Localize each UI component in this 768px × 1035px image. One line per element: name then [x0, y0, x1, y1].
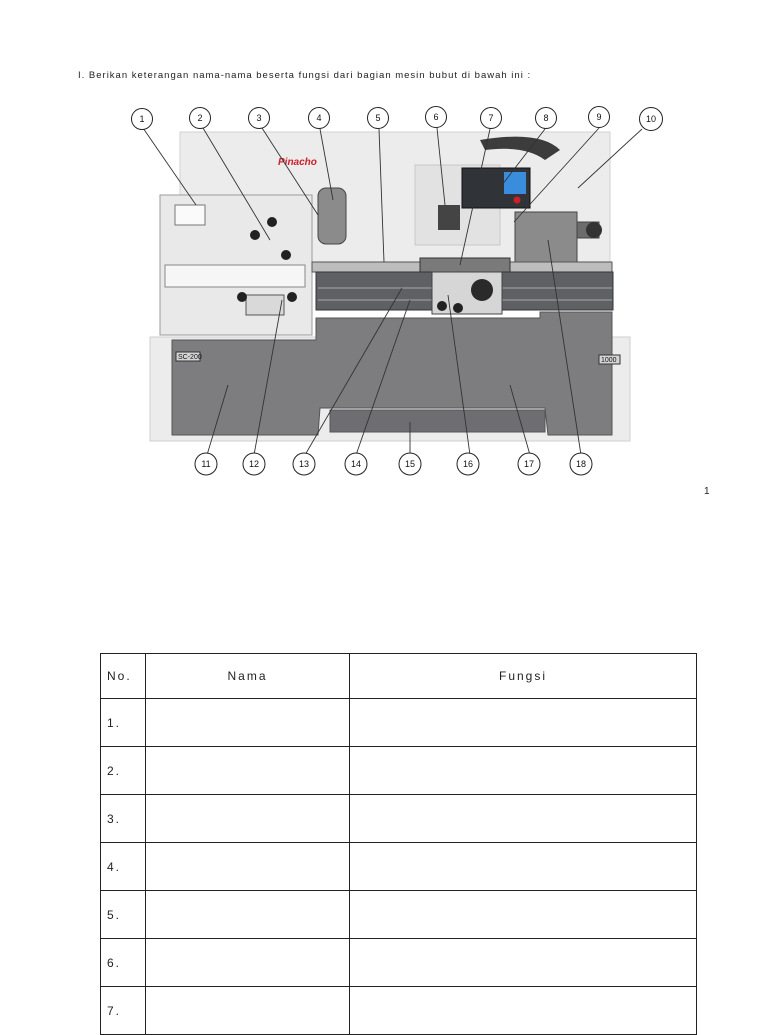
callout-18	[570, 453, 592, 475]
callout-1	[132, 109, 153, 130]
row-number: 1.	[101, 699, 146, 747]
svg-text:13: 13	[298, 459, 310, 469]
nama-cell[interactable]	[146, 939, 350, 987]
speed-lever	[267, 217, 277, 227]
svg-text:16: 16	[462, 459, 474, 469]
carriage-handwheel	[471, 279, 493, 301]
emergency-stop	[514, 197, 521, 204]
speed-lever	[250, 230, 260, 240]
table-row	[101, 795, 697, 843]
table-row	[101, 987, 697, 1035]
svg-text:12: 12	[248, 459, 260, 469]
tailstock-handwheel	[586, 222, 602, 238]
nama-cell[interactable]	[146, 699, 350, 747]
callouts-bottom	[195, 453, 592, 475]
callout-3	[249, 108, 270, 129]
svg-text:3: 3	[256, 113, 262, 123]
page-number: 1	[704, 486, 710, 497]
callout-11	[195, 453, 217, 475]
row-number: 3.	[101, 795, 146, 843]
fungsi-cell[interactable]	[350, 747, 697, 795]
callout-16	[457, 453, 479, 475]
header-nama: Nama	[146, 654, 350, 699]
row-number: 7.	[101, 987, 146, 1035]
nama-cell[interactable]	[146, 891, 350, 939]
svg-text:8: 8	[543, 113, 549, 123]
callout-4	[309, 108, 330, 129]
feed-chart	[165, 265, 305, 287]
table-row	[101, 843, 697, 891]
feed-lever	[287, 292, 297, 302]
feed-lever	[237, 292, 247, 302]
callout-14	[345, 453, 367, 475]
svg-text:5: 5	[375, 113, 381, 123]
fungsi-cell[interactable]	[350, 891, 697, 939]
svg-text:15: 15	[404, 459, 416, 469]
header-no: No.	[101, 654, 146, 699]
row-number: 4.	[101, 843, 146, 891]
row-number: 2.	[101, 747, 146, 795]
callout-9	[589, 107, 610, 128]
question-text: I. Berikan keterangan nama-nama beserta fungsi dari bagian mesin bubut di bawah ini :	[78, 70, 532, 81]
callout-8	[536, 108, 557, 129]
gear-lever-plate	[246, 295, 284, 315]
chip-tray	[330, 410, 545, 432]
fungsi-cell[interactable]	[350, 699, 697, 747]
lathe-machine-figure	[0, 0, 768, 480]
fungsi-cell[interactable]	[350, 987, 697, 1035]
svg-text:2: 2	[197, 113, 203, 123]
nama-cell[interactable]	[146, 987, 350, 1035]
svg-text:4: 4	[316, 113, 322, 123]
fungsi-cell[interactable]	[350, 939, 697, 987]
svg-text:10: 10	[645, 114, 657, 124]
fungsi-cell[interactable]	[350, 795, 697, 843]
callout-15	[399, 453, 421, 475]
svg-text:9: 9	[596, 112, 602, 122]
speed-plate	[175, 205, 205, 225]
svg-text:18: 18	[575, 459, 587, 469]
svg-text:7: 7	[488, 113, 494, 123]
table-header-row	[101, 654, 697, 699]
fungsi-cell[interactable]	[350, 843, 697, 891]
callout-7	[481, 108, 502, 129]
brand-logo: Pinacho	[278, 157, 317, 168]
table-row	[101, 699, 697, 747]
svg-text:11: 11	[201, 459, 211, 469]
header-fungsi: Fungsi	[350, 654, 697, 699]
apron-lever	[453, 303, 463, 313]
svg-text:14: 14	[350, 459, 362, 469]
dro-screen	[504, 172, 526, 194]
callout-10	[640, 108, 663, 131]
svg-text:17: 17	[523, 459, 535, 469]
tailstock	[515, 212, 577, 267]
speed-lever	[281, 250, 291, 260]
row-number: 5.	[101, 891, 146, 939]
callout-12	[243, 453, 265, 475]
callouts-top	[132, 107, 663, 131]
callout-2	[190, 108, 211, 129]
callout-13	[293, 453, 315, 475]
table-row	[101, 747, 697, 795]
callout-6	[426, 107, 447, 128]
svg-text:1: 1	[139, 114, 145, 124]
cross-slide	[420, 258, 510, 272]
callout-17	[518, 453, 540, 475]
nama-cell[interactable]	[146, 747, 350, 795]
table-row	[101, 939, 697, 987]
model-label-left: SC-200	[178, 354, 202, 361]
svg-text:6: 6	[433, 112, 439, 122]
model-label-right: 1000	[601, 357, 617, 364]
answer-table	[100, 653, 697, 1035]
table-row	[101, 891, 697, 939]
nama-cell[interactable]	[146, 843, 350, 891]
row-number: 6.	[101, 939, 146, 987]
nama-cell[interactable]	[146, 795, 350, 843]
callout-5	[368, 108, 389, 129]
apron-lever	[437, 301, 447, 311]
tool-post	[438, 205, 460, 230]
